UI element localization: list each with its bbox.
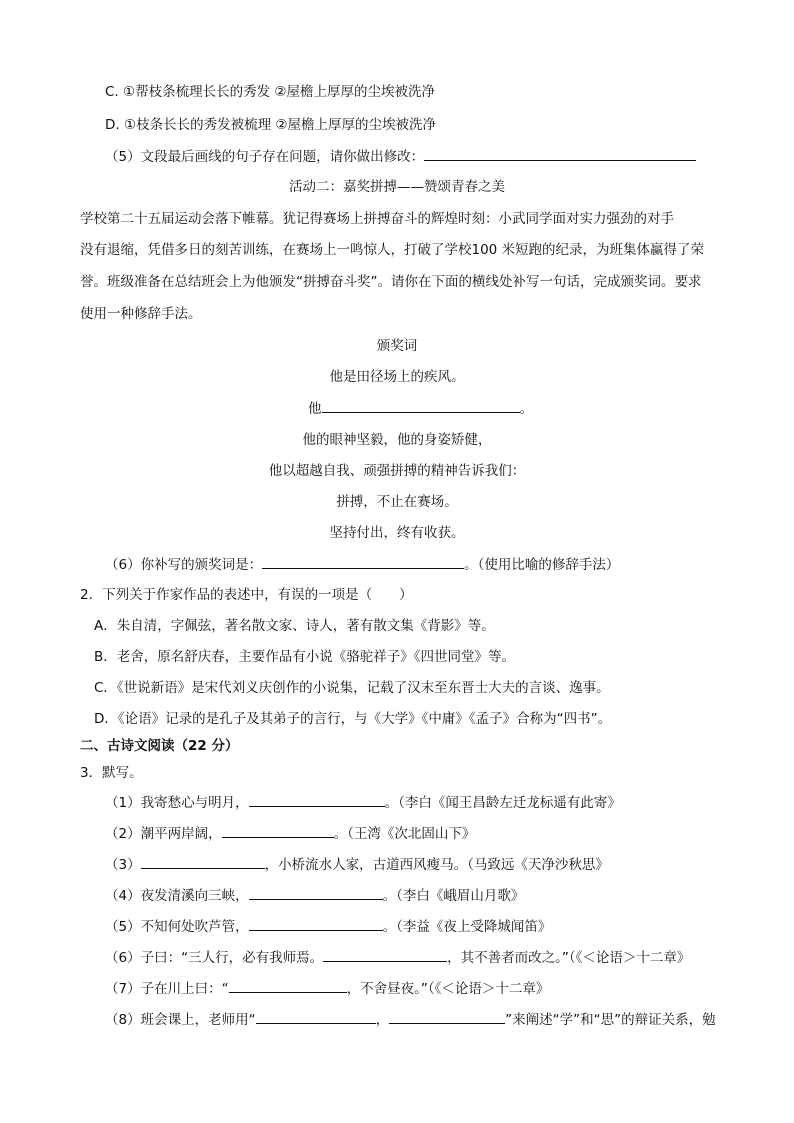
question-5-text: （5）文段最后画线的句子存在问题，请你做出修改： [105, 149, 425, 165]
recitation-line-7 [105, 978, 549, 999]
answer-blank[interactable] [323, 947, 447, 962]
recitation-4-suffix: 。（李白《峨眉山月歌》 [382, 888, 525, 904]
recitation-5-suffix: 。（李益《夜上受降城闻笛》 [382, 919, 552, 935]
question-5 [105, 146, 696, 167]
answer-blank[interactable] [322, 398, 520, 413]
activity-paragraph-line-4: 使用一种修辞手法。 [80, 306, 202, 322]
award-line-4: 他以超越自我、顽强拼搏的精神告诉我们： [268, 463, 526, 479]
recitation-line-5 [105, 916, 551, 937]
answer-blank[interactable] [256, 1009, 376, 1024]
award-line-2 [308, 398, 533, 419]
recitation-line-3 [105, 854, 609, 875]
answer-blank[interactable] [141, 854, 265, 869]
recitation-4-prefix: （4）夜发清溪向三峡， [105, 888, 249, 904]
question-3-stem: 3．默写。 [80, 765, 143, 781]
recitation-6-suffix: ，其不善者而改之。”（《＜论语＞十二章》 [447, 950, 691, 966]
answer-blank[interactable] [229, 978, 347, 993]
question-6 [105, 554, 619, 575]
activity-2-title: 活动二：嘉奖拼搏——赞颂青春之美 [289, 179, 505, 195]
question-2-option-b: B．老舍，原名舒庆春，主要作品有小说《骆驼祥子》《四世同堂》等。 [94, 649, 516, 665]
question-2-stem: 2．下列关于作家作品的表述中，有误的一项是（ ） [80, 587, 413, 603]
recitation-7-suffix: ，不舍昼夜。”（《＜论语＞十二章》 [346, 981, 550, 997]
recitation-6-prefix: （6）子曰：“三人行，必有我师焉。 [105, 950, 324, 966]
answer-blank[interactable] [249, 916, 383, 931]
recitation-3-suffix: ，小桥流水人家，古道西风瘦马。（马致远《天净沙秋思》 [264, 857, 609, 873]
activity-paragraph-line-3: 誉。班级准备在总结班会上为他颁发“拼搏奋斗奖”。请你在下面的横线处补写一句话，完成颁奖词。要求 [80, 274, 702, 290]
award-line-5: 拼搏，不止在赛场。 [336, 494, 458, 510]
award-line-3: 他的眼神坚毅，他的身姿矫健， [302, 432, 492, 448]
question-2-option-c: C．《世说新语》是宋代刘义庆创作的小说集，记载了汉末至东晋士大夫的言谈、逸事。 [94, 680, 610, 696]
recitation-line-1 [105, 792, 621, 813]
activity-paragraph-line-1: 学校第二十五届运动会落下帷幕。犹记得赛场上拼搏奋斗的辉煌时刻：小武同学面对实力强劲的对手 [80, 211, 674, 227]
award-line-1: 他是田径场上的疾风。 [329, 369, 465, 385]
answer-blank[interactable] [424, 146, 696, 161]
answer-blank[interactable] [249, 885, 383, 900]
award-line-2-suffix: 。 [519, 401, 533, 417]
section-2-title: 二、古诗文阅读（22 分） [80, 738, 239, 754]
answer-blank[interactable] [262, 554, 464, 569]
answer-blank[interactable] [222, 823, 334, 838]
recitation-8-mid: ， [375, 1012, 390, 1028]
recitation-8-prefix: （8）班会课上，老师用“ [105, 1012, 256, 1028]
recitation-line-8 [105, 1009, 716, 1030]
recitation-7-prefix: （7）子在川上曰：“ [105, 981, 229, 997]
recitation-2-prefix: （2）潮平两岸阔， [105, 826, 222, 842]
option-d: D. ①枝条长长的秀发被梳理 ②屋檐上厚厚的尘埃被洗净 [105, 117, 436, 133]
question-2-option-a: A．朱自清，字佩弦，著名散文家、诗人，著有散文集《背影》等。 [94, 618, 495, 634]
recitation-1-suffix: 。（李白《闻王昌龄左迁龙标遥有此寄》 [384, 795, 621, 811]
recitation-line-6 [105, 947, 690, 968]
recitation-line-4 [105, 885, 524, 906]
award-line-6: 坚持付出，终有收获。 [329, 525, 465, 541]
activity-paragraph-line-2: 没有退缩，凭借多日的刻苦训练，在赛场上一鸣惊人，打破了学校100 米短跑的纪录，为班集体赢得了荣 [80, 242, 705, 258]
award-title: 颁奖词 [376, 338, 418, 354]
recitation-8-suffix: ”来阐述“学”和“思”的辩证关系，勉 [505, 1012, 716, 1028]
question-6-prefix: （6）你补写的颁奖词是： [105, 557, 263, 573]
question-2-option-d: D．《论语》记录的是孔子及其弟子的言行，与《大学》《中庸》《孟子》合称为“四书”。 [94, 711, 612, 727]
recitation-1-prefix: （1）我寄愁心与明月， [105, 795, 249, 811]
recitation-line-2 [105, 823, 475, 844]
award-line-2-prefix: 他 [308, 401, 322, 417]
answer-blank[interactable] [249, 792, 385, 807]
recitation-5-prefix: （5）不知何处吹芦管， [105, 919, 249, 935]
answer-blank[interactable] [389, 1009, 505, 1024]
recitation-2-suffix: 。（王湾《次北固山下》 [333, 826, 476, 842]
option-c: C. ①帮枝条梳理长长的秀发 ②屋檐上厚厚的尘埃被洗净 [105, 84, 436, 100]
question-6-suffix: 。（使用比喻的修辞手法） [464, 557, 620, 573]
recitation-3-prefix: （3） [105, 857, 141, 873]
